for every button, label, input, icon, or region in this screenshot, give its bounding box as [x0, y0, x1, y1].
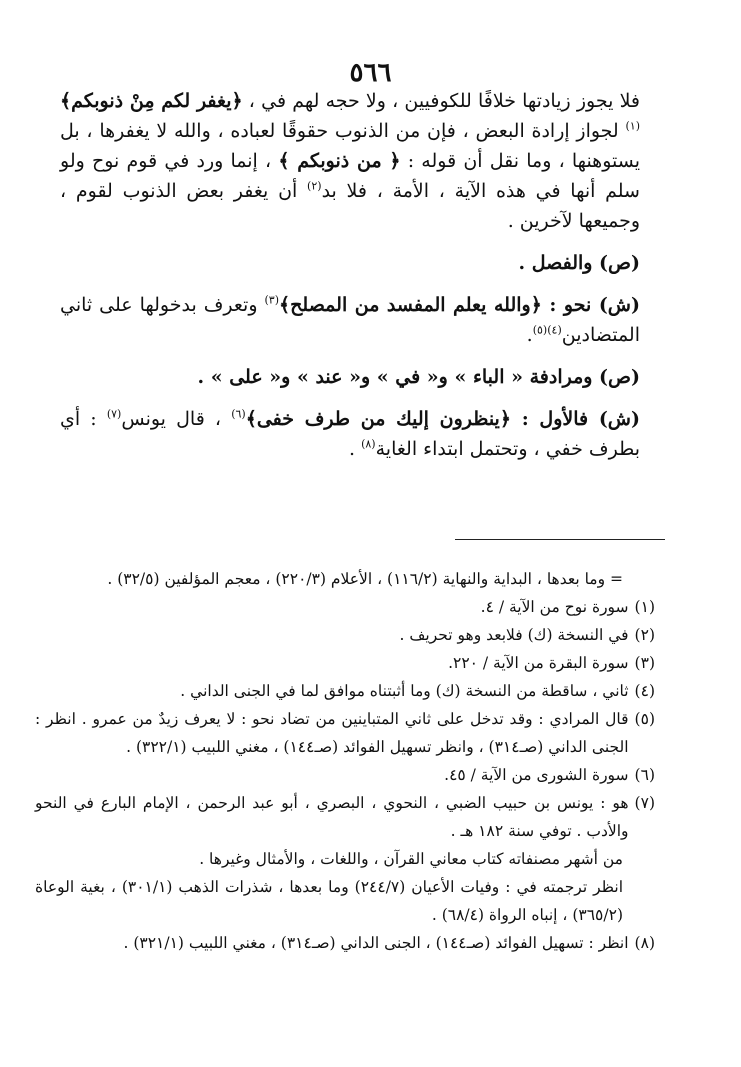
paragraph-1 — [60, 86, 640, 236]
quran-quote-1: ﴿يغفر لكم مِنْ ذنوبكم﴾ — [60, 90, 243, 112]
footnote-3 — [35, 649, 655, 677]
footnote-8 — [35, 929, 655, 957]
paragraph-3 — [60, 404, 640, 464]
footnotes — [35, 565, 655, 957]
footnote-number: (٢) — [634, 626, 655, 644]
footnote-number: (١) — [634, 598, 655, 616]
quran-quote-3: ﴿والله يعلم المفسد من المصلح﴾ — [279, 294, 542, 316]
footnote-1 — [35, 593, 655, 621]
paragraph-3-text-c: : أي بطرف خفي ، وتحتمل ابتداء الغاية — [60, 408, 640, 460]
page-number: ٥٦٦ — [349, 58, 392, 88]
footnote-text: قال المرادي : وقد تدخل على ثاني المتباينين من تضاد نحو : لا يعرف زيدٌ من عمرو . انظر : الجنى الداني (صـ٣١٤) ، وانظر تسهيل الفوائد (صـ١٤٤) ، مغني اللبيب (٣٢٢/١) . — [35, 710, 629, 756]
paragraph-1-text-d: أن يغفر بعض الذنوب لقوم ، وجميعها لآخرين . — [60, 180, 640, 232]
paragraph-2-text-c: . — [526, 324, 533, 346]
footnote-continuation: = وما بعدها ، البداية والنهاية (١١٦/٢) ، الأعلام (٢٢٠/٣) ، معجم المؤلفين (٣٢/٥) . — [107, 570, 623, 588]
footnote-4 — [35, 677, 655, 705]
footnote-number: (٤) — [634, 682, 655, 700]
footnote-number: (٥) — [634, 710, 655, 728]
paragraph-3-text-d: . — [348, 438, 362, 460]
footnote-ref-5: (٥) — [532, 323, 548, 337]
paragraph-3-lead: (ش) فالأول : — [510, 408, 640, 430]
footnote-7-works: من أشهر مصنفاته كتاب معاني القرآن ، واللغات ، والأمثال وغيرها . — [199, 850, 623, 868]
footnote-ref-8: (٨) — [361, 437, 376, 451]
paragraph-1-text-c: ، إنما ورد في قوم نوح ولو سلم أنها في هذه الآية ، الأمة ، فلا بد — [60, 150, 640, 202]
footnote-text: سورة البقرة من الآية / ٢٢٠. — [448, 654, 629, 672]
quran-quote-4: ﴿ينظرون إليك من طرف خفى﴾ — [245, 408, 511, 430]
footnote-6 — [35, 761, 655, 789]
footnote-ref-7: (٧) — [106, 407, 122, 421]
paragraph-2 — [60, 290, 640, 350]
footnote-5 — [35, 705, 655, 761]
section-heading-fasl: (ص) والفصل . — [518, 252, 640, 274]
footnote-number: (٨) — [634, 934, 655, 952]
paragraph-1-text-a: فلا يجوز زيادتها خلافًا للكوفيين ، ولا حجه لهم في ، — [242, 90, 640, 112]
footnote-divider — [455, 539, 665, 540]
section-heading-muradafa: (ص) ومرادفة « الباء » و« في » و« عند » و« على » . — [197, 366, 640, 388]
footnote-ref-6: (٦) — [231, 407, 246, 421]
footnote-text: سورة الشورى من الآية / ٤٥. — [444, 766, 629, 784]
paragraph-2-text-b: وتعرف بدخولها على ثاني المتضادين — [60, 294, 640, 346]
footnote-text: هو : يونس بن حبيب الضبي ، النحوي ، البصري ، أبو عبد الرحمن ، الإمام البارع في النحو والأدب . توفي سنة ١٨٢ هـ . — [35, 794, 629, 840]
quran-quote-2: ﴿ من ذنوبكم ﴾ — [278, 150, 401, 172]
main-text — [60, 86, 640, 464]
footnote-7-sources: انظر ترجمته في : وفيات الأعيان (٢٤٤/٧) وما بعدها ، شذرات الذهب (٣٠١/١) ، بغية الوعاة (٣٦٥/٢) ، إنباه الرواة (٦٨/٤) . — [35, 878, 624, 924]
footnote-7 — [35, 789, 655, 845]
footnote-text: في النسخة (ك) فلابعد وهو تحريف . — [399, 626, 629, 644]
footnote-number: (٣) — [634, 654, 655, 672]
footnote-ref-1: (١) — [625, 119, 640, 133]
footnote-ref-3: (٣) — [264, 293, 279, 307]
footnote-text: ثاني ، ساقطة من النسخة (ك) وما أثبتناه موافق لما في الجنى الداني . — [180, 682, 629, 700]
footnote-ref-2: (٢) — [307, 179, 322, 193]
footnote-text: سورة نوح من الآية / ٤. — [480, 598, 629, 616]
footnote-ref-4: (٤) — [547, 323, 562, 337]
footnote-text: انظر : تسهيل الفوائد (صـ١٤٤) ، الجنى الداني (صـ٣١٤) ، مغني اللبيب (٣٢١/١) . — [123, 934, 629, 952]
footnote-number: (٦) — [634, 766, 655, 784]
paragraph-3-text-b: ، قال يونس — [121, 408, 232, 430]
paragraph-1-text-b: لجواز إرادة البعض ، فإن من الذنوب حقوقًا لعباده ، والله لا يغفرها ، بل يستوهنها ، وما نقل أن قوله : — [60, 120, 640, 172]
paragraph-2-lead: (ش) نحو : — [541, 294, 640, 316]
footnote-2 — [35, 621, 655, 649]
footnote-number: (٧) — [634, 794, 655, 812]
